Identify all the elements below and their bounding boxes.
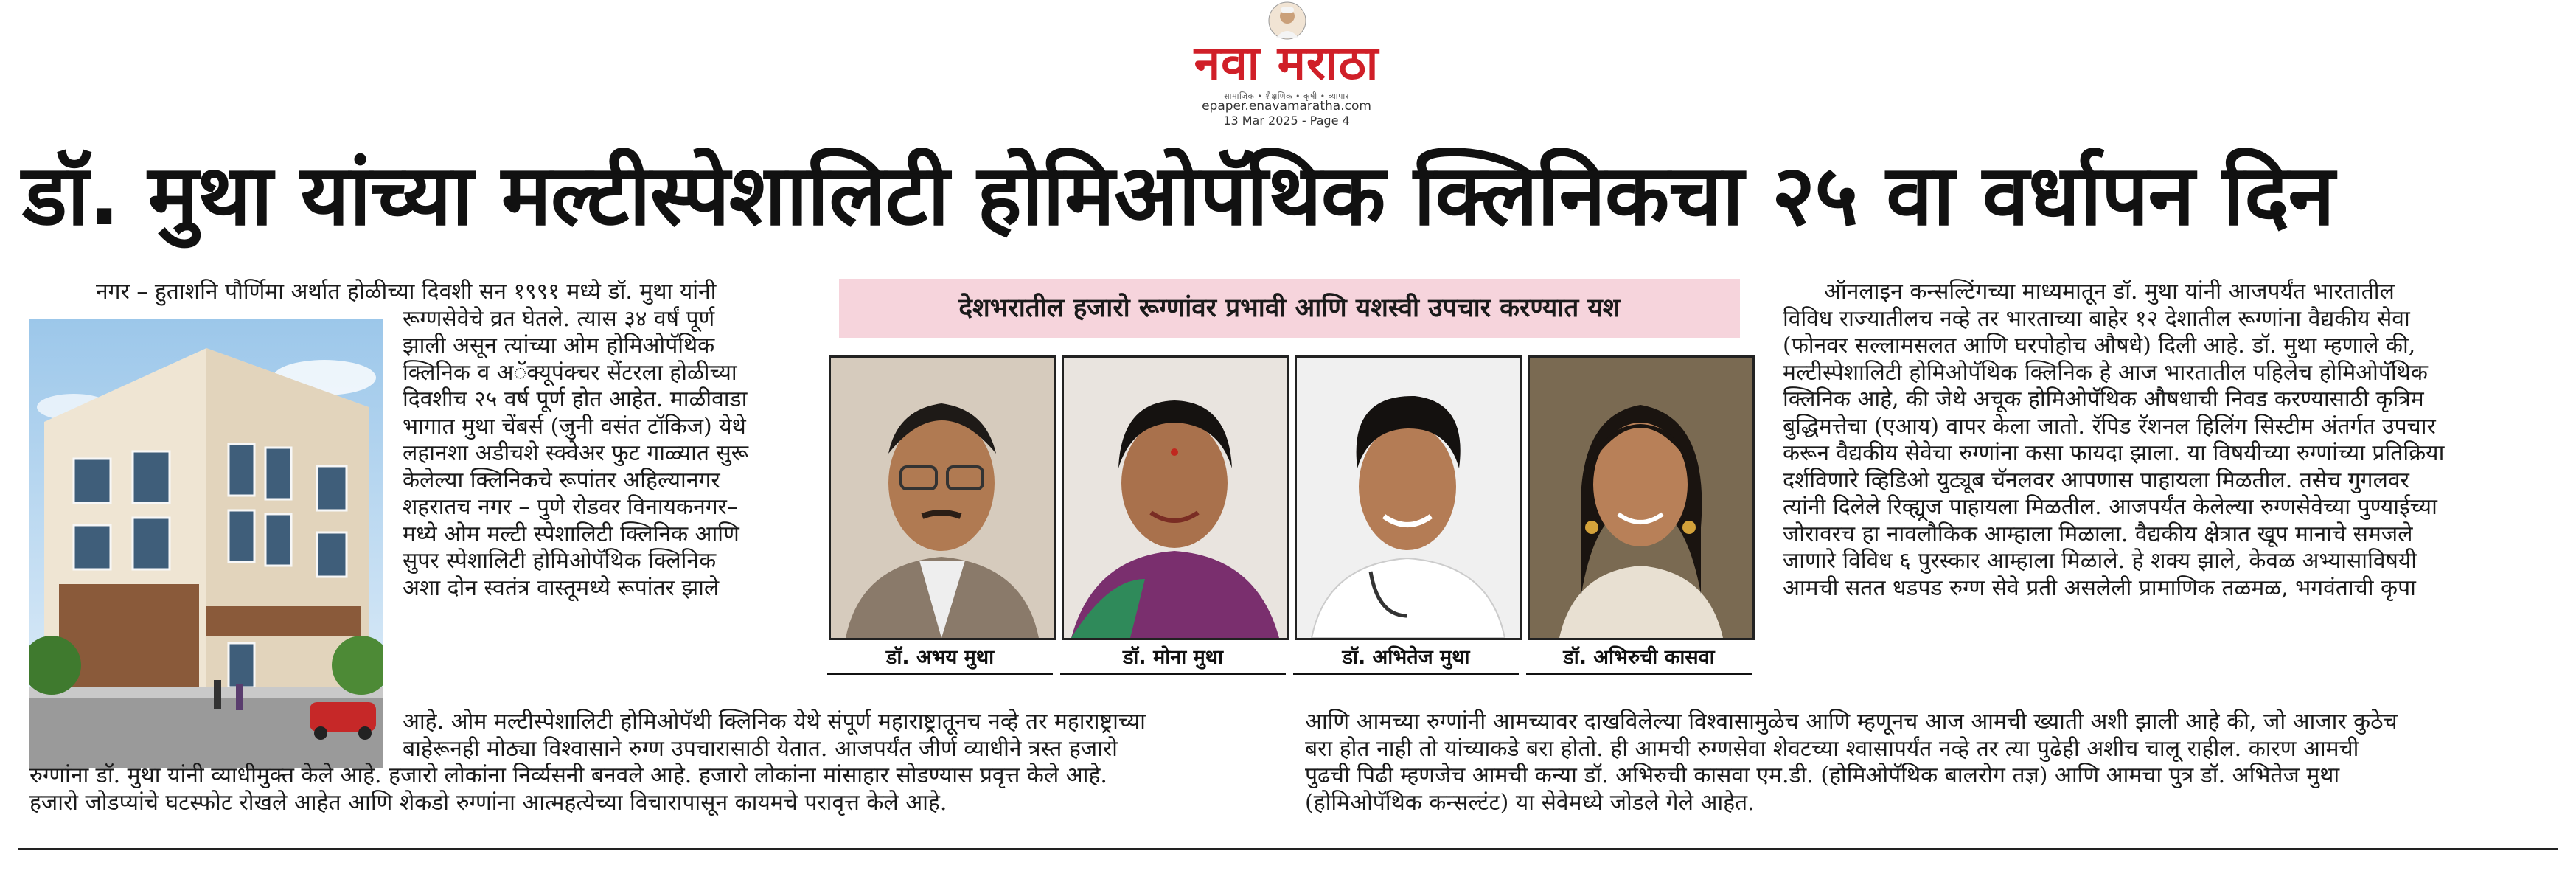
portrait-caption: डॉ. अभितेज मुथा: [1342, 646, 1470, 669]
text-line: भागात मुथा चेंबर्स (जुनी वसंत टॉकिज) येथे: [403, 413, 746, 440]
text-line: केलेल्या क्लिनिकचे रूपांतर अहिल्यानगर: [403, 467, 720, 493]
portrait-mona-mutha: [1062, 355, 1289, 640]
text-line: मल्टीस्पेशालिटी होमिओपॅथिक क्लिनिक हे आज भारतातील पहिलेच होमिओपॅथिक: [1783, 359, 2428, 386]
person-photo-icon: [831, 358, 1054, 638]
caption-underline: [1526, 673, 1752, 675]
text-line: रूग्णसेवेचे व्रत घेतले. त्यास ३४ वर्षं पूर्ण: [403, 305, 715, 332]
text-line: आहे. ओम मल्टीस्पेशालिटी होमिओपॅथी क्लिनिक येथे संपूर्ण महाराष्ट्रातूनच नव्हे तर महाराष्ट्राच्या: [403, 709, 1146, 735]
text-line: (होमिओपॅथिक कन्सल्टंट) या सेवेमध्ये जोडले गेले आहेत.: [1305, 789, 1755, 816]
col1-body: [403, 306, 804, 603]
text-line: शहरातच नगर – पुणे रोडवर विनायकनगर–: [403, 494, 738, 520]
text-line: क्लिनिक व अॅक्यूपंक्चर सेंटरला होळीच्या: [403, 359, 737, 386]
person-photo-icon: [1064, 358, 1287, 638]
portrait-caption: डॉ. अभय मुथा: [885, 646, 995, 669]
text-line: क्लिनिक आहे, की जेथे अचूक होमिओपॅथिक औषधाची निवड करण्यासाठी कृत्रिम: [1783, 386, 2424, 412]
epaper-url[interactable]: epaper.enavamaratha.com: [1202, 99, 1371, 114]
text-line: सुपर स्पेशालिटी होमिओपॅथिक क्लिनिक: [403, 548, 717, 574]
text-line: नगर – हुताशनि पौर्णिमा अर्थात होळीच्या दिवशी सन १९९१ मध्ये डॉ. मुथा यांनी: [96, 279, 717, 305]
text-line: मध्ये ओम मल्टी स्पेशालिटी क्लिनिक आणि: [403, 521, 739, 547]
text-line: जोरावरच हा नावलौकिक आम्हाला मिळाला. वैद्यकीय क्षेत्रात खूप मानाचे समजले: [1783, 521, 2413, 547]
text-line: बुद्धिमत्तेचा (एआय) वापर केला जातो. रॅपिड रॅशनल हिलिंग सिस्टीम अंतर्गत उपचार: [1783, 413, 2436, 440]
text-line: हजारो जोडप्यांचे घटस्फोट रोखले आहेत आणि शेकडो रुग्णांना आत्महत्येच्या विचारापासून कायमचे परावृत्त केले आहे.: [29, 789, 947, 816]
text-line: (फोनवर सल्लामसलत आणि घरपोहोच औषधे) दिली आहे. डॉ. मुथा म्हणाले की,: [1783, 333, 2416, 358]
text-line: विविध राज्यातीलच नव्हे तर भारताच्या बाहेर १२ देशातील रूग्णांना वैद्यकीय सेवा: [1783, 305, 2410, 332]
caption-underline: [1060, 673, 1286, 675]
caption-underline: [1293, 673, 1519, 675]
newspaper-tagline: सामाजिक • शैक्षणिक • कृषी • व्यापार: [1224, 91, 1349, 101]
edition-date-page: 13 Mar 2025 - Page 4: [1223, 114, 1350, 128]
col1-first-line: [96, 279, 840, 306]
caption-underline: [827, 673, 1053, 675]
text-line: लहानशा अडीचशे स्क्वेअर फुट गाळ्यात सुरू: [403, 440, 749, 466]
portrait-abhay-mutha: [829, 355, 1056, 640]
person-photo-icon: [1297, 358, 1520, 638]
founder-portrait-icon: [1268, 1, 1306, 40]
portrait-caption: डॉ. अभिरुची कासवा: [1563, 646, 1715, 669]
newspaper-logo: नवा मराठा: [1194, 36, 1379, 91]
text-line: दिवशीच २५ वर्ष पूर्ण होत आहेत. माळीवाडा: [403, 386, 748, 412]
text-line: अशा दोन स्वतंत्र वास्तूमध्ये रूपांतर झाले: [403, 575, 720, 601]
text-line: दर्शविणारे व्हिडिओ युट्यूब चॅनलवर आपणास पाहायला मिळतील. तसेच गुगलवर: [1783, 467, 2409, 493]
portrait-caption: डॉ. मोना मुथा: [1122, 646, 1223, 669]
col3-bottom-body: [1305, 709, 2558, 816]
bottom-divider: [18, 848, 2558, 850]
text-line: करून वैद्यकीय सेवेचा रुग्णांना कसा फायदा झाला. या विषयीच्या रुग्णांच्या प्रतिक्रिया: [1783, 440, 2445, 466]
text-line: झाली असून त्यांच्या ओम होमिओपॅथिक: [403, 333, 715, 358]
article-headline: डॉ. मुथा यांच्या मल्टीस्पेशालिटी होमिओपॅथिक क्लिनिकचा २५ वा वर्धापन दिन: [22, 146, 2334, 244]
text-line: त्यांनी दिलेले रिव्ह्यूज पाहायला मिळतील. आजपर्यंत केलेल्या रुग्णसेवेच्या पुण्याईच्या: [1783, 494, 2437, 520]
masthead: [1165, 0, 1408, 133]
clinic-building-photo: [29, 319, 383, 768]
article-subheadline: देशभरातील हजारो रूग्णांवर प्रभावी आणि यशस्वी उपचार करण्यात यश: [839, 279, 1740, 338]
text-line: बाहेरूनही मोठ्या विश्वासाने रुग्ण उपचारासाठी येतात. आजपर्यंत जीर्ण व्याधीने त्रस्त हजारो: [403, 735, 1118, 762]
col3-body: [1783, 279, 2558, 602]
text-line: ऑनलाइन कन्सल्टिंगच्या माध्यमातून डॉ. मुथा यांनी आजपर्यंत भारतातील: [1824, 279, 2395, 305]
text-line: जाणारे विविध ६ पुरस्कार आम्हाला मिळाले. हे शक्य झाले, केवळ अभ्यासाविषयी: [1783, 548, 2417, 574]
text-line: आमची सतत धडपड रुग्ण सेवे प्रती असलेली प्रामाणिक तळमळ, भगवंताची कृपा: [1783, 575, 2416, 601]
person-photo-icon: [1530, 358, 1752, 638]
col1-bottom-body: [29, 709, 1283, 816]
text-line: रुग्णांना डॉ. मुथा यांनी व्याधीमुक्त केले आहे. हजारो लोकांना निर्व्यसनी बनवले आहे. हजारो लोकांना मांसाहार सोडण्यास प्रवृत्त केले आहे.: [29, 763, 1107, 788]
portrait-abhitej-mutha: [1295, 355, 1522, 640]
text-line: पुढची पिढी म्हणजेच आमची कन्या डॉ. अभिरुची कासवा एम.डी. (होमिओपॅथिक बालरोग तज्ञ) आणि आमचा पुत्र डॉ. अभितेज मुथा: [1305, 763, 2340, 788]
text-line: बरा होत नाही तो यांच्याकडे बरा होतो. ही आमची रुग्णसेवा शेवटच्या श्वासापर्यंत नव्हे तर त्या पुढेही अशीच चालू राहील. कारण आमची: [1305, 735, 2359, 762]
text-line: आणि आमच्या रुग्णांनी आमच्यावर दाखविलेल्या विश्वासामुळेच आणि म्हणूनच आज आमची ख्याती अशी झाली आहे की, जो आजार कुठेच: [1305, 709, 2398, 735]
portrait-abhiruchi-kaswa: [1528, 355, 1755, 640]
